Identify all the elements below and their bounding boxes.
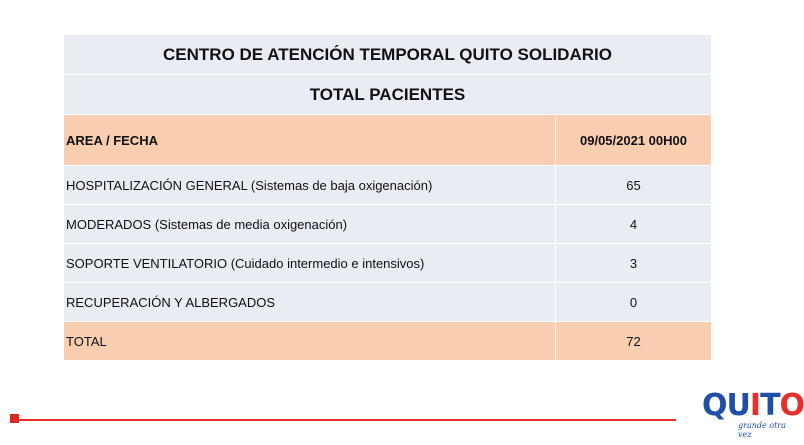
row-area-cell: RECUPERACIÓN Y ALBERGADOS	[64, 283, 556, 321]
table-row	[64, 283, 711, 322]
patients-table	[64, 35, 711, 361]
header-area-cell: AREA / FECHA	[64, 115, 556, 165]
row-value-cell: 65	[626, 177, 641, 193]
table-total-row	[64, 322, 711, 361]
table-title: CENTRO DE ATENCIÓN TEMPORAL QUITO SOLIDARIO	[64, 35, 711, 75]
row-area-cell: MODERADOS (Sistemas de media oxigenación)	[64, 205, 556, 243]
row-value-cell: 0	[629, 294, 638, 310]
logo-tagline: grande otra vez	[738, 421, 786, 439]
table-row	[64, 205, 711, 244]
table-row	[64, 166, 711, 205]
logo-wordmark	[702, 388, 804, 424]
row-area-cell: HOSPITALIZACIÓN GENERAL (Sistemas de baja oxigenación)	[64, 166, 556, 204]
logo-letter: T	[760, 388, 780, 423]
row-value-cell: 4	[629, 216, 638, 232]
logo-letter: O	[779, 388, 804, 423]
table-row	[64, 244, 711, 283]
table-subtitle: TOTAL PACIENTES	[64, 75, 711, 115]
logo-letter: I	[749, 388, 761, 423]
row-value-cell: 3	[629, 255, 638, 271]
total-value-cell: 72	[626, 333, 641, 349]
quito-logo	[702, 388, 804, 439]
row-area-cell: SOPORTE VENTILATORIO (Cuidado intermedio e intensivos)	[64, 244, 556, 282]
header-date-cell: 09/05/2021 00H00	[580, 132, 687, 148]
logo-letter: U	[726, 388, 750, 423]
total-label-cell: TOTAL	[64, 322, 556, 360]
table-header-row	[64, 115, 711, 166]
footer-divider	[14, 419, 676, 421]
logo-letter: Q	[702, 388, 727, 423]
